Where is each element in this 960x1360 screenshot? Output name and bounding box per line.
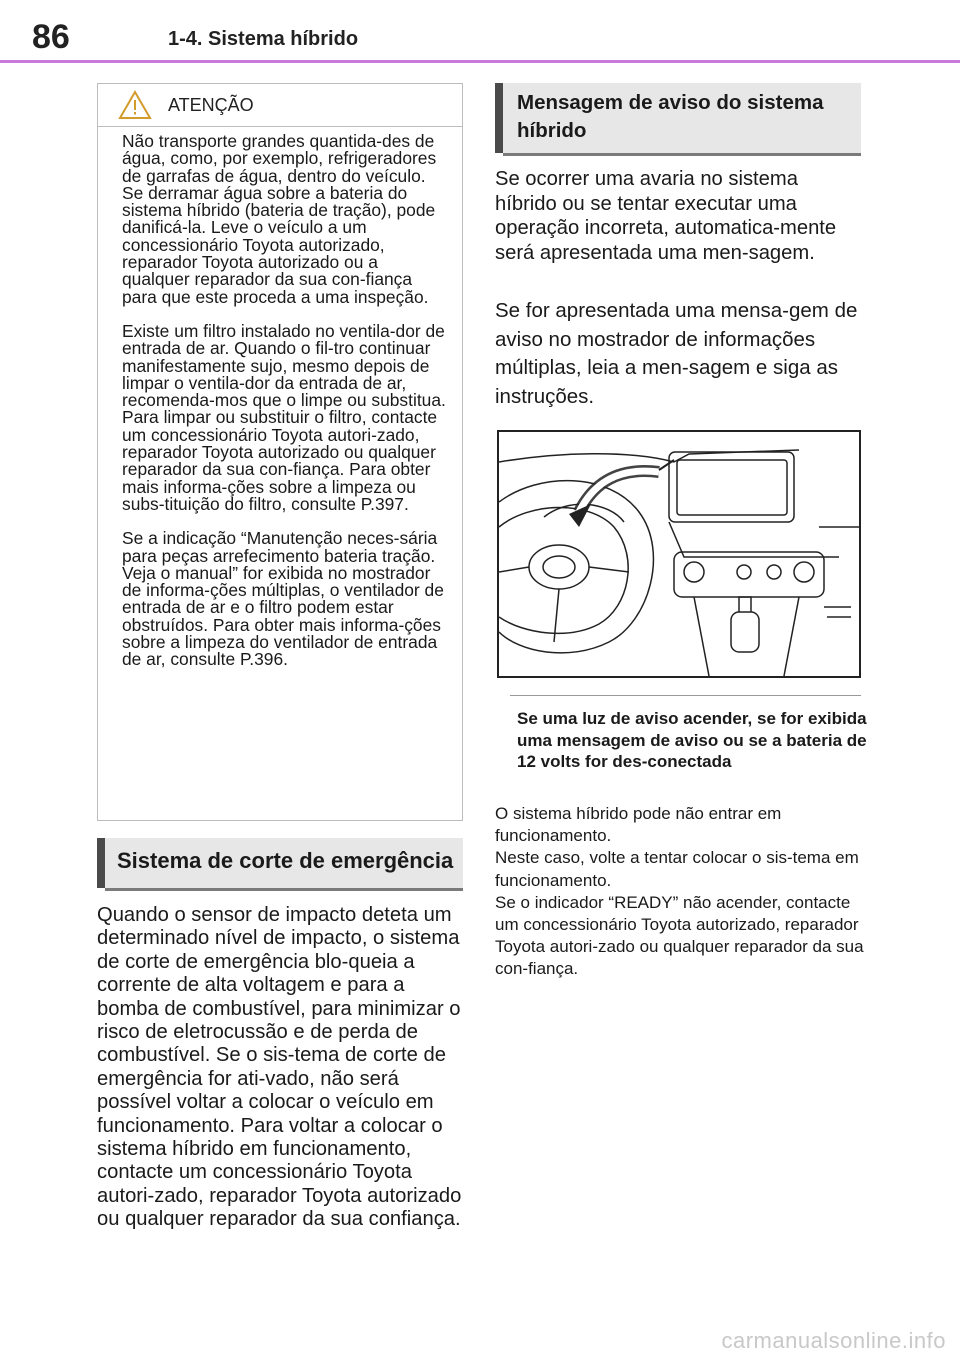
header-rule — [0, 60, 960, 63]
warning-triangle-icon — [118, 90, 152, 120]
aviso-text-2: Se for apresentada uma mensa-gem de aviso no mostrador de informações múltiplas, leia a men-sagem e siga as instruções. — [495, 299, 858, 408]
aviso-subheading: Se uma luz de aviso acender, se for exibida uma mensagem de aviso ou se a bateria de 12 volts for des-conectada — [517, 709, 867, 771]
page-number: 86 — [32, 18, 70, 56]
warning-paragraph: Existe um filtro instalado no ventila-dor de entrada de ar. Quando o fil-tro continuar manifestamente sujo, mesmo depois de limpar o ventila-dor da entrada de ar, recomenda-mos que o limpe ou substitua. Para limpar ou substituir o filtro, contacte um concessionário Toyota autori-zado, reparador Toyota autorizado ou qualquer reparador da sua con-fiança. Para obter mais informa-ções sobre a limpeza ou subs-tituição do filtro, consulte P.397. — [122, 320, 446, 514]
warning-paragraph: Não transporte grandes quantida-des de água, como, por exemplo, refrigeradores de garrafas de água, dentro do veículo. Se derramar água sobre a bateria do sistema híbrido (bateria de tração), pode danificá-la. Leve o veículo a um concessionário Toyota autorizado, reparador Toyota autorizado ou a qualquer reparador da sua con-fiança para que este proceda a uma inspeção. — [122, 131, 437, 307]
aviso-heading — [495, 83, 861, 153]
corte-text: Quando o sensor de impacto deteta um determinado nível de impacto, o sistema de corte de emergência blo-queia a corrente de alta voltagem e para a bomba de combustível, para minimizar o risco de eletrocussão e de perda de combustível. Se o sis-tema de corte de emergência for ati-vado, não será possível voltar a colocar o veículo em funcionamento. Para voltar a colocar o sistema híbrido em funcionamento, contacte um concessionário Toyota autori-zado, reparador Toyota autorizado ou qualquer reparador da sua confiança. — [97, 904, 462, 1231]
warning-paragraph: Se a indicação “Manutenção neces-sária para peças arrefecimento bateria tração. Veja o manual” for exibida no mostrador de informa-ções múltiplas, o ventilador de entrada de ar e o filtro podem estar obstruídos. Para obter mais informa-ções sobre a limpeza do ventilador de entrada de ar, consulte P.396. — [122, 528, 444, 670]
site-watermark: carmanualsonline.info — [721, 1328, 946, 1353]
corte-heading: Sistema de corte de emergência — [97, 838, 463, 888]
section-title: 1-4. Sistema híbrido — [168, 28, 359, 50]
aviso-detail-paragraph: Se o indicador “READY” não acender, contacte um concessionário Toyota autorizado, reparador Toyota autori-zado ou qualquer reparador da sua con-fiança. — [495, 892, 864, 979]
page-header — [0, 0, 960, 64]
aviso-detail-paragraph: Neste caso, volte a tentar colocar o sis-tema em funcionamento. — [495, 848, 859, 890]
aviso-text-1: Se ocorrer uma avaria no sistema híbrido ou se tentar executar uma operação incorreta, automatica-mente será apresentada uma men-sagem. — [495, 168, 837, 264]
warning-title: ATENÇÃO — [168, 95, 254, 115]
dashboard-drawing — [499, 432, 859, 676]
warning-box — [97, 83, 463, 821]
aviso-detail-paragraph: O sistema híbrido pode não entrar em funcionamento. — [495, 804, 782, 846]
aviso-heading-line-2: híbrido — [517, 119, 587, 142]
warning-header — [98, 84, 462, 127]
aviso-details — [495, 803, 865, 981]
warning-body — [98, 127, 462, 669]
figure-rule — [510, 695, 861, 696]
dashboard-illustration — [497, 430, 861, 678]
aviso-heading-line-1: Mensagem de aviso do sistema — [517, 91, 824, 114]
